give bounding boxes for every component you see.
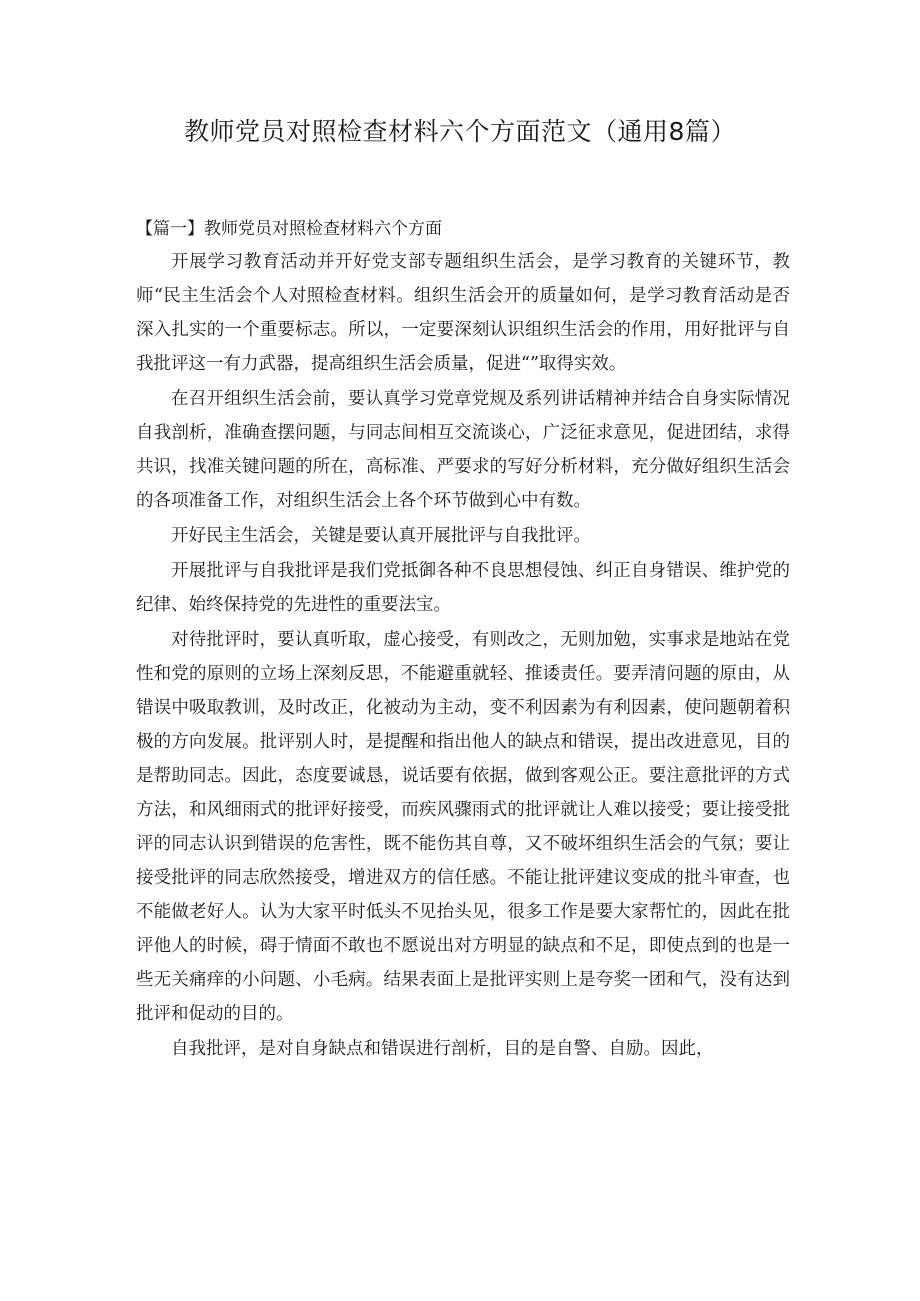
paragraph: 开展学习教育活动并开好党支部专题组织生活会，是学习教育的关键环节，教师“民主生活会个人对照检查材料。组织生活会开的质量如何，是学习教育活动是否深入扎实的一个重要标志。所以，一定要深刻认识组织生活会的作用，用好批评与自我批评这一有力武器，提高组织生活会质量，促进“”取得实效。 [136,252,790,374]
paragraph: 开展批评与自我批评是我们党抵御各种不良思想侵蚀、纠正自身错误、维护党的纪律、始终保持党的先进性的重要法宝。 [136,561,790,615]
paragraph: 自我批评，是对自身缺点和错误进行剖析，目的是自警、自励。因此， [171,1039,714,1059]
section-heading: 【篇一】教师党员对照检查材料六个方面 [136,219,442,239]
paragraph: 开好民主生活会，关键是要认真开展批评与自我批评。 [171,526,591,546]
document-body [136,245,790,1067]
document-title: 教师党员对照检查材料六个方面范文（通用8篇） [184,117,736,146]
paragraph: 在召开组织生活会前，要认真学习党章党规及系列讲话精神并结合自身实际情况自我剖析，准确查摆问题，与同志间相互交流谈心，广泛征求意见，促进团结，求得共识，找准关键问题的所在，高标准、严要求的写好分析材料，充分做好组织生活会的各项准备工作，对组织生活会上各个环节做到心中有数。 [136,389,790,511]
paragraph: 对待批评时，要认真听取，虚心接受，有则改之，无则加勉，实事求是地站在党性和党的原则的立场上深刻反思，不能避重就轻、推诿责任。要弄清问题的原由，从错误中吸取教训，及时改正，化被动为主动，变不利因素为有利因素，使问题朝着积极的方向发展。批评别人时，是提醒和指出他人的缺点和错误，提出改进意见，目的是帮助同志。因此，态度要诚恳，说话要有依据，做到客观公正。要注意批评的方式方法，和风细雨式的批评好接受，而疾风骤雨式的批评就让人难以接受；要让接受批评的同志认识到错误的危害性，既不能伤其自尊，又不破坏组织生活会的气氛；要让接受批评的同志欣然接受，增进双方的信任感。不能让批评建议变成的批斗审查，也不能做老好人。认为大家平时低头不见抬头见，很多工作是要大家帮忙的，因此在批评他人的时候，碍于情面不敢也不愿说出对方明显的缺点和不足，即使点到的也是一些无关痛痒的小问题、小毛病。结果表面上是批评实则上是夸奖一团和气，没有达到批评和促动的目的。 [136,630,790,1024]
